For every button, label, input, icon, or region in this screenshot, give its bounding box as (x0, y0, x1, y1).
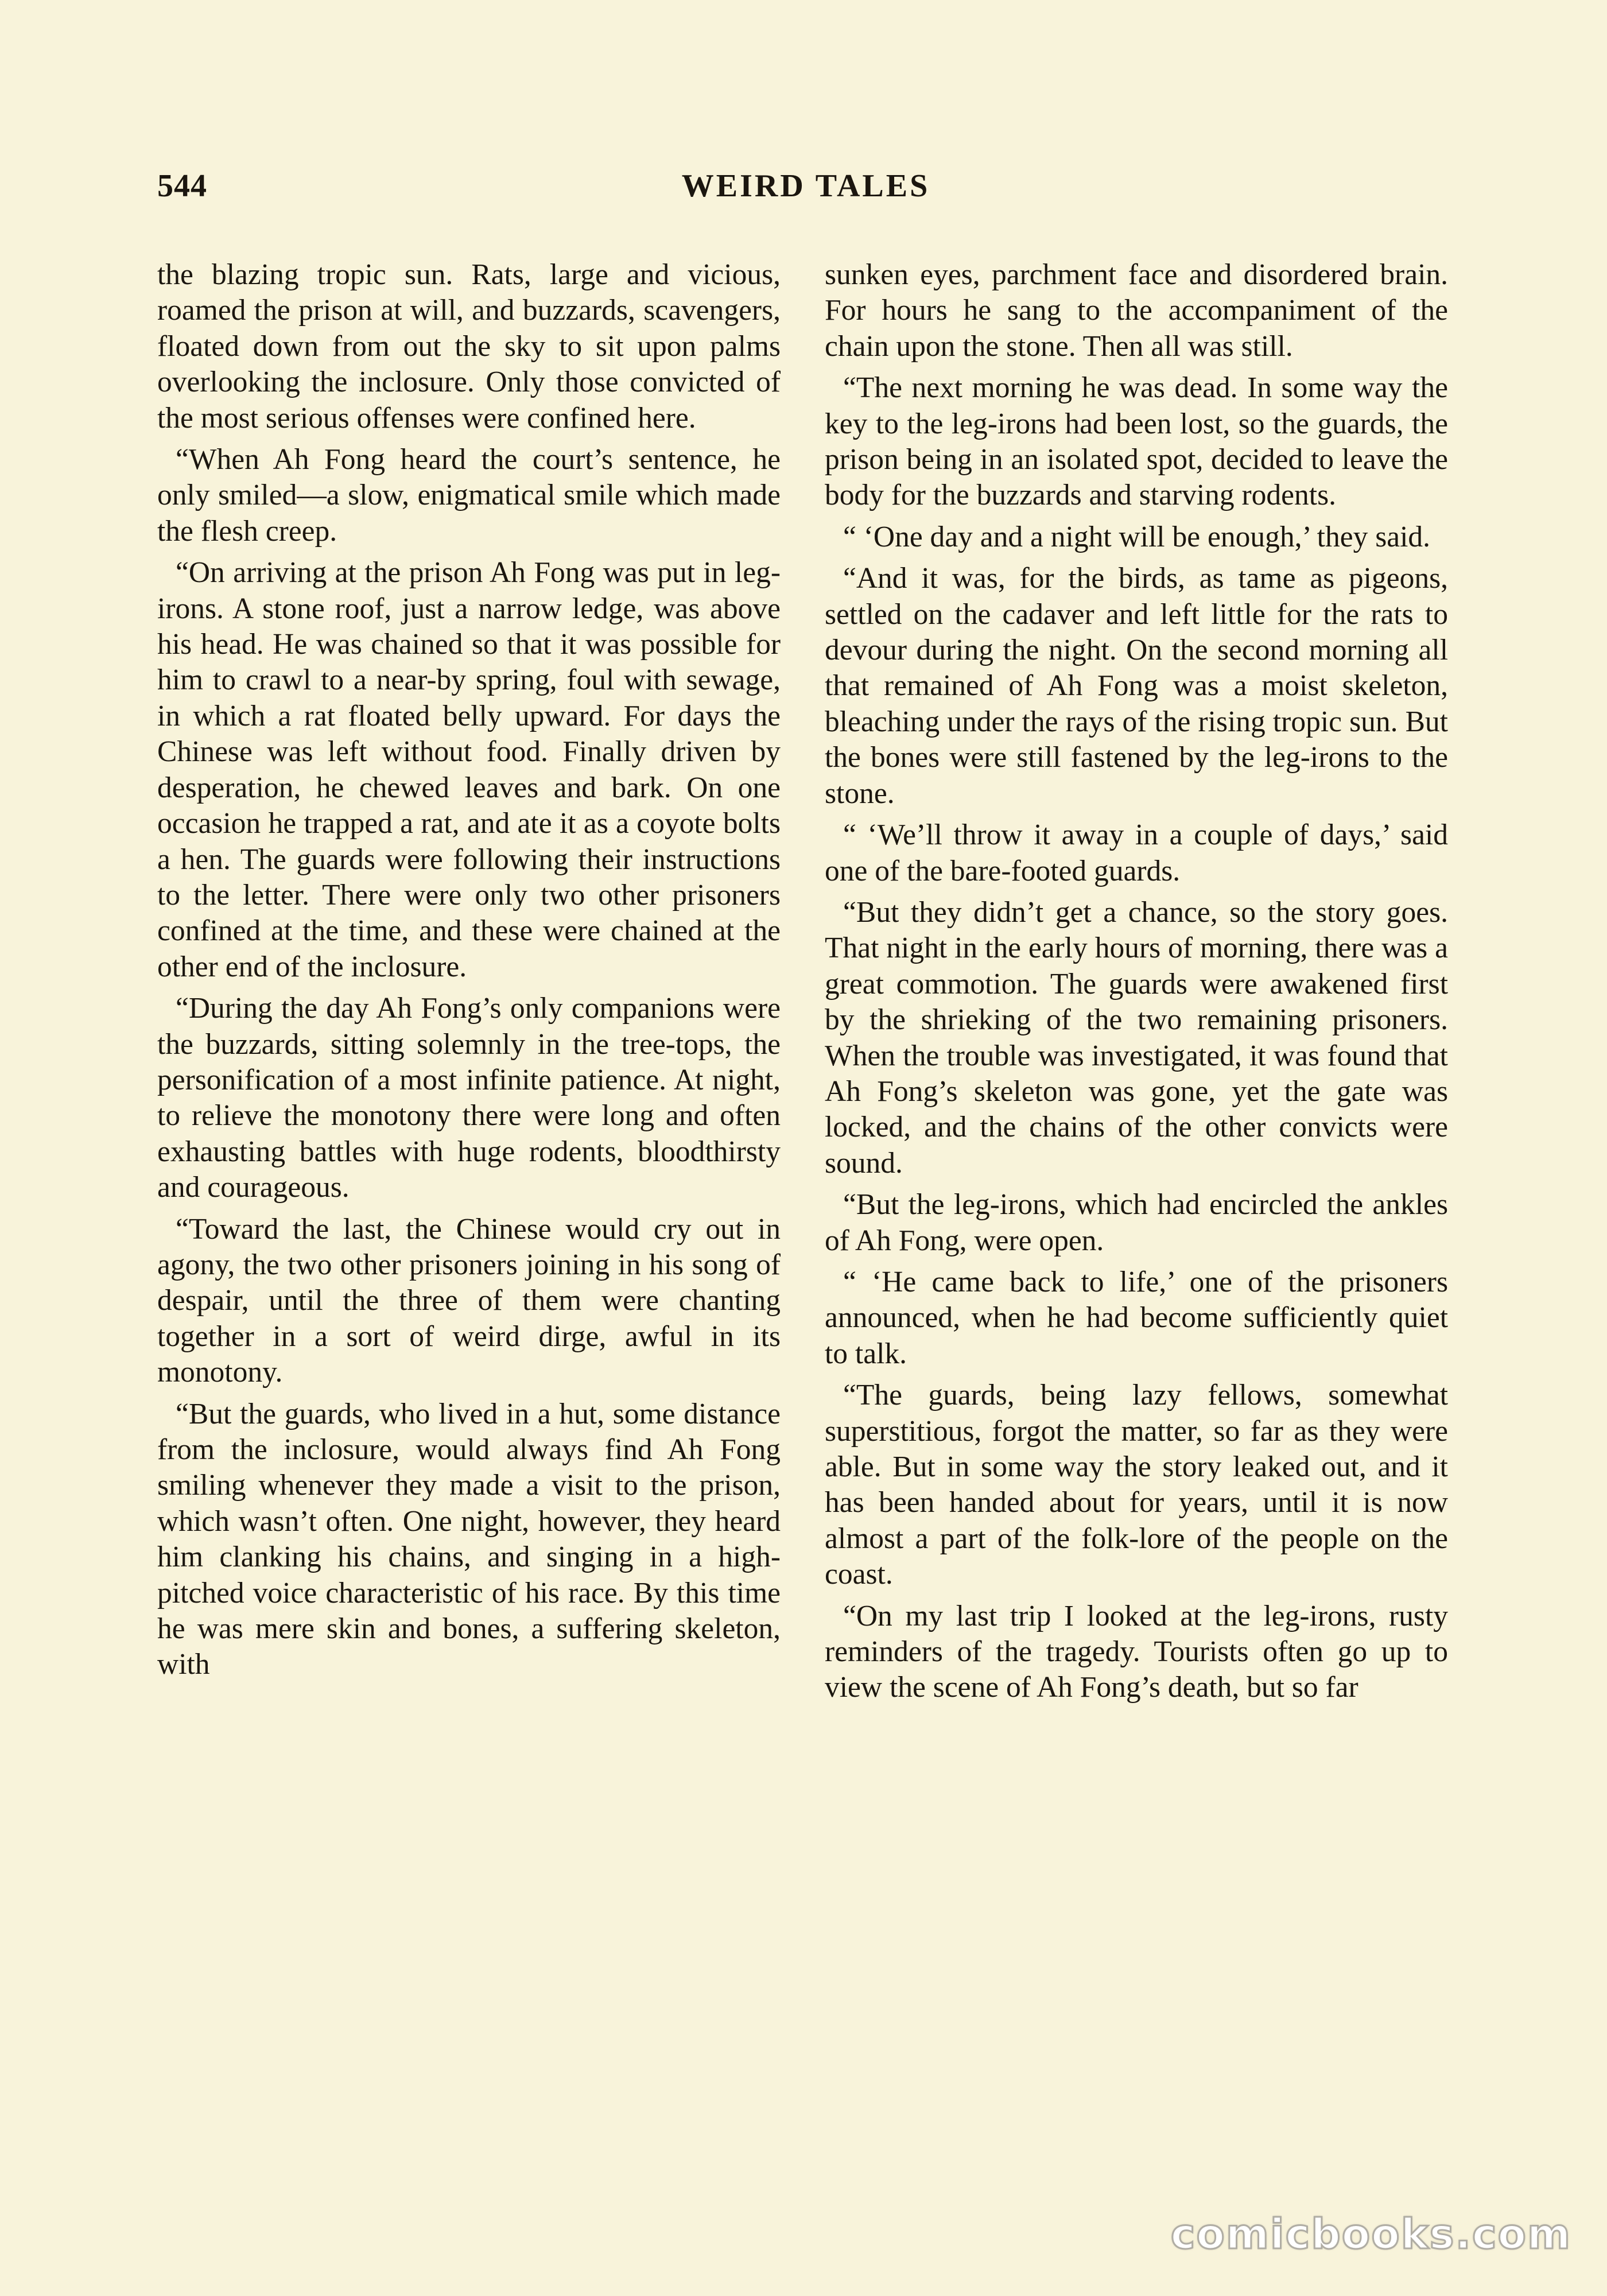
paragraph: “ ‘We’ll throw it away in a couple of days,’ said one of the bare-footed guards. (825, 819, 1448, 887)
page-number: 544 (157, 168, 207, 204)
left-text-column (157, 257, 781, 1683)
right-text-column (825, 257, 1448, 1706)
paragraph: “But the leg-irons, which had encircled the ankles of Ah Fong, were open. (825, 1188, 1448, 1257)
paragraph: “The next morning he was dead. In some way the key to the leg-irons had been lost, so the guards, the prison being in an isolated spot, decided to leave the body for the buzzards and starving rodents. (825, 371, 1448, 512)
paragraph: “But the guards, who lived in a hut, some distance from the inclosure, would always find Ah Fong smiling whenever they made a visit to the prison, which wasn’t often. One night, however, they heard him clanking his chains, and singing in a high-pitched voice characteristic of his race. By this time he was mere skin and bones, a suffering skeleton, with (157, 1397, 781, 1681)
paragraph: “Toward the last, the Chinese would cry out in agony, the two other prisoners joining in his song of despair, until the three of them were chanting together in a sort of weird dirge, awful in its monotony. (157, 1212, 781, 1389)
paragraph: “When Ah Fong heard the court’s sentence, he only smiled—a slow, enigmatical smile which made the flesh creep. (157, 443, 781, 548)
paragraph: sunken eyes, parchment face and disordered brain. For hours he sang to the accompaniment of the chain upon the stone. Then all was still. (825, 258, 1448, 363)
paragraph: “On arriving at the prison Ah Fong was put in leg-irons. A stone roof, just a narrow ledge, was above his head. He was chained so that it was possible for him to crawl to a near-by spring, foul with sewage, in which a rat floated belly upward. For days the Chinese was left without food. Finally driven by desperation, he chewed leaves and bark. On one occasion he trapped a rat, and ate it as a coyote bolts a hen. The guards were following their instructions to the letter. There were only two other prisoners confined at the time, and these were chained at the other end of the inclosure. (157, 556, 781, 983)
paragraph: “And it was, for the birds, as tame as pigeons, settled on the cadaver and left little for the rats to devour during the night. On the second morning all that remained of Ah Fong was a moist skeleton, bleaching under the rays of the rising tropic sun. But the bones were still fastened by the leg-irons to the stone. (825, 562, 1448, 810)
paragraph: “But they didn’t get a chance, so the story goes. That night in the early hours of morning, there was a great commotion. The guards were awakened first by the shrieking of the two remaining prisoners. When the trouble was investigated, it was found that Ah Fong’s skeleton was gone, yet the gate was locked, and the chains of the other convicts were sound. (825, 895, 1448, 1180)
running-title: WEIRD TALES (681, 168, 930, 204)
paragraph: “The guards, being lazy fellows, somewhat superstitious, forgot the matter, so far as they were able. But in some way the story leaked out, and it has been handed about for years, until it is now almost a part of the folk-lore of the people on the coast. (825, 1379, 1448, 1591)
paragraph: “During the day Ah Fong’s only companions were the buzzards, sitting solemnly in the tree-tops, the personification of a most infinite patience. At night, to relieve the monotony there were long and often exhausting battles with huge rodents, bloodthirsty and courageous. (157, 992, 781, 1204)
paragraph: “ ‘One day and a night will be enough,’ they said. (843, 520, 1431, 553)
paragraph: “ ‘He came back to life,’ one of the prisoners announced, when he had become sufficiently quiet to talk. (825, 1265, 1448, 1370)
page-header (157, 168, 1454, 214)
paragraph: the blazing tropic sun. Rats, large and vicious, roamed the prison at will, and buzzards, scavengers, floated down from out the sky to sit upon palms overlooking the inclosure. Only those convicted of the most serious offenses were confined here. (157, 258, 781, 435)
site-watermark: comicbooks.com (1170, 2210, 1571, 2258)
paragraph: “On my last trip I looked at the leg-irons, rusty reminders of the tragedy. Tourists often go up to view the scene of Ah Fong’s death, but so far (825, 1599, 1448, 1704)
